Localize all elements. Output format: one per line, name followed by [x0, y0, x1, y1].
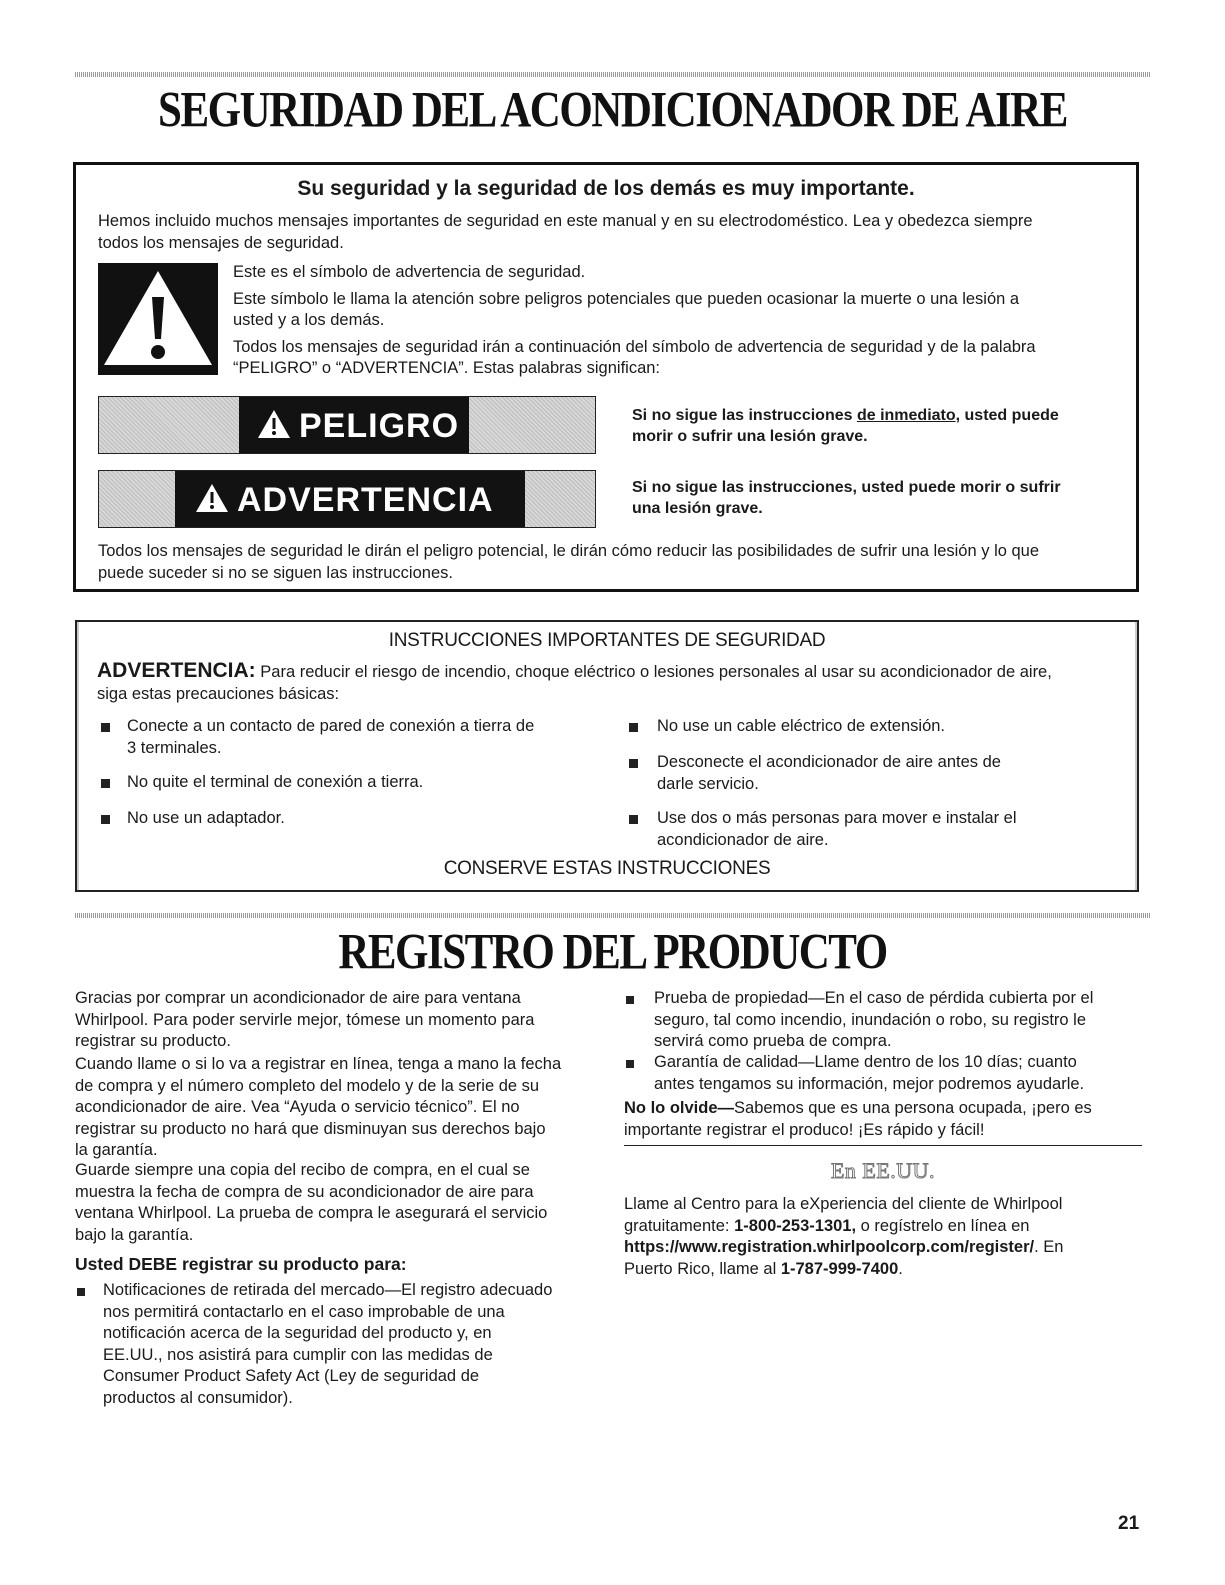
safety-footer-2: puede suceder si no se siguen las instrucciones.: [98, 564, 453, 582]
proof-line: seguro, tal como incendio, inundación o robo, su registro le: [654, 1010, 1087, 1029]
advertencia-label: ADVERTENCIA: [237, 481, 494, 519]
registration-paragraph-1: [75, 988, 595, 1053]
instructions-warning-text-a: Para reducir el riesgo de incendio, choque eléctrico o lesiones personales al usar su acondicionador de aire,: [260, 663, 1052, 681]
reminder-b: importante registrar el produco! ¡Es rápido y fácil!: [624, 1120, 985, 1139]
important-instructions-box: [75, 620, 1139, 892]
safety-footer-1: Todos los mensajes de seguridad le dirán el peligro potencial, le dirán cómo reducir las posibilidades de sufrir una lesión y lo que: [98, 542, 1040, 560]
intro-line-2: todos los mensajes de seguridad.: [98, 234, 344, 252]
left-item-3: No use un adaptador.: [127, 809, 285, 827]
reminder-bold: No lo olvide—: [624, 1099, 735, 1117]
right-item-2a: Desconecte el acondicionador de aire antes de: [657, 753, 1001, 771]
registration-paragraph-2: [75, 1054, 595, 1162]
intro-line-1: Hemos incluido muchos mensajes importantes de seguridad en este manual y en su electrodoméstico. Lea y obedezca siempre: [98, 212, 1033, 230]
recall-line: EE.UU., nos asistirá para cumplir con las medidas de: [103, 1345, 493, 1364]
us-divider: [624, 1145, 1142, 1146]
recall-line: notificación acerca de la seguridad del producto y, en: [103, 1324, 492, 1342]
advertencia-text-a: Si no sigue las instrucciones, usted puede morir o sufrir: [632, 479, 1061, 496]
quality-line: Garantía de calidad—Llame dentro de los 10 días; cuanto: [654, 1053, 1077, 1071]
advertencia-description: [632, 477, 1061, 519]
peligro-alert-icon: [257, 409, 291, 439]
right-item-3b: acondicionador de aire.: [657, 831, 829, 849]
bullet-square-icon: [626, 996, 634, 1004]
us-phone-number: 1-800-253-1301,: [734, 1216, 857, 1235]
bullet-square-icon: [77, 1288, 85, 1296]
reminder-a: Sabemos que es una persona ocupada, ¡pero es: [734, 1099, 1092, 1117]
recall-line: productos al consumidor).: [103, 1388, 293, 1407]
registration-title: REGISTRO DEL PRODUCTO: [338, 924, 887, 981]
registration-paragraph-3: [75, 1160, 595, 1246]
symbol-text-3b: “PELIGRO” o “ADVERTENCIA”. Estas palabras significan:: [233, 359, 661, 377]
p3-line: bajo la garantía.: [75, 1225, 194, 1244]
peligro-text-underlined: de inmediato: [856, 407, 956, 424]
peligro-text-c: morir o sufrir una lesión grave.: [632, 428, 868, 445]
pr-phone-number: 1-787-999-7400: [780, 1259, 899, 1278]
p3-line: ventana Whirlpool. La prueba de compra le asegurará el servicio: [75, 1204, 548, 1222]
advertencia-text-b: una lesión grave.: [632, 500, 763, 517]
p1-line: registrar su producto.: [75, 1032, 231, 1050]
peligro-text-a: Si no sigue las instrucciones: [632, 407, 857, 424]
instructions-warning-word: ADVERTENCIA:: [97, 659, 256, 682]
p1-line: Whirlpool. Para poder servirle mejor, tómese un momento para: [75, 1010, 535, 1029]
p2-line: Cuando llame o si lo va a registrar en línea, tenga a mano la fecha: [75, 1055, 562, 1073]
safety-box: [73, 162, 1139, 592]
us-line-4b: .: [898, 1259, 903, 1278]
us-line-2a: gratuitamente:: [624, 1216, 735, 1235]
instructions-heading: INSTRUCCIONES IMPORTANTES DE SEGURIDAD: [388, 630, 826, 651]
proof-item: [654, 988, 1154, 1053]
peligro-banner: [98, 396, 596, 454]
p1-line: Gracias por comprar un acondicionador de aire para ventana: [75, 989, 521, 1007]
us-heading: En EE.UU.: [830, 1158, 936, 1183]
symbol-text-3a: Todos los mensajes de seguridad irán a continuación del símbolo de advertencia de seguridad y de la palabra: [233, 338, 1036, 356]
recall-line: Consumer Product Safety Act (Ley de seguridad de: [103, 1367, 480, 1385]
safety-alert-symbol: [98, 263, 218, 375]
registration-url-link[interactable]: https://www.registration.whirlpoolcorp.com/register/: [624, 1238, 1035, 1256]
quality-item: [654, 1052, 1154, 1095]
p2-line: acondicionador de aire. Vea “Ayuda o servicio técnico”. El no: [75, 1098, 520, 1116]
recall-line: Notificaciones de retirada del mercado—El registro adecuado: [103, 1281, 553, 1299]
p3-line: muestra la fecha de compra de su acondicionador de aire para: [75, 1182, 534, 1201]
bullet-square-icon: [626, 1060, 634, 1068]
recall-line: nos permitirá contactarlo en el caso improbable de una: [103, 1302, 505, 1321]
p2-line: de compra y el número completo del modelo y de la serie de su: [75, 1076, 540, 1095]
proof-line: Prueba de propiedad—En el caso de pérdida cubierta por el: [654, 989, 1094, 1007]
us-line-4a: Puerto Rico, llame al: [624, 1259, 781, 1278]
recall-item: [103, 1280, 603, 1409]
peligro-text-b: , usted puede: [955, 407, 1059, 424]
bullet-square-icon: [101, 815, 110, 824]
symbol-text-1: Este es el símbolo de advertencia de seguridad.: [233, 263, 586, 281]
middle-divider: [75, 913, 1150, 918]
right-item-3a: Use dos o más personas para mover e instalar el: [657, 809, 1017, 827]
bullet-square-icon: [629, 759, 638, 768]
quality-line: antes tengamos su información, mejor podremos ayudarle.: [654, 1074, 1085, 1093]
p3-line: Guarde siempre una copia del recibo de compra, en el cual se: [75, 1161, 530, 1179]
warning-triangle-icon: [98, 263, 218, 375]
symbol-text-2a: Este símbolo le llama la atención sobre peligros potenciales que pueden ocasionar la muerte o una lesión a: [233, 290, 1020, 308]
must-register-heading: Usted DEBE registrar su producto para:: [75, 1254, 407, 1274]
left-item-2: No quite el terminal de conexión a tierra.: [127, 773, 424, 791]
bullet-square-icon: [629, 723, 638, 732]
instructions-warning-text-b: siga estas precauciones básicas:: [97, 685, 340, 703]
symbol-text-2b: usted y a los demás.: [233, 311, 385, 329]
bullet-square-icon: [101, 779, 110, 788]
safety-box-heading: Su seguridad y la seguridad de los demás es muy importante.: [297, 177, 915, 200]
left-item-1b: 3 terminales.: [127, 739, 222, 757]
us-line-1: Llame al Centro para la eXperiencia del cliente de Whirlpool: [624, 1195, 1063, 1213]
proof-line: servirá como prueba de compra.: [654, 1032, 892, 1050]
peligro-description: [632, 405, 1059, 447]
instructions-closing: CONSERVE ESTAS INSTRUCCIONES: [443, 858, 771, 879]
instructions-warning: [97, 660, 1052, 683]
right-item-1: No use un cable eléctrico de extensión.: [657, 717, 946, 735]
us-line-2b: o regístrelo en línea en: [856, 1216, 1030, 1235]
page-number: 21: [1118, 1513, 1140, 1534]
right-item-2b: darle servicio.: [657, 775, 759, 793]
left-item-1a: Conecte a un contacto de pared de conexión a tierra de: [127, 717, 535, 735]
bullet-square-icon: [629, 815, 638, 824]
us-contact-text: [624, 1194, 1154, 1280]
peligro-label: PELIGRO: [299, 407, 460, 445]
reminder-text: [624, 1098, 1154, 1141]
bullet-square-icon: [101, 723, 110, 732]
top-divider: [75, 72, 1150, 77]
p2-line: registrar su producto no hará que disminuyan sus derechos bajo: [75, 1119, 546, 1138]
p2-line: la garantía.: [75, 1141, 158, 1159]
advertencia-banner: [98, 470, 596, 528]
safety-title: SEGURIDAD DEL ACONDICIONADOR DE AIRE: [158, 82, 1067, 139]
us-line-3b: . En: [1034, 1238, 1064, 1256]
advertencia-alert-icon: [195, 483, 229, 513]
